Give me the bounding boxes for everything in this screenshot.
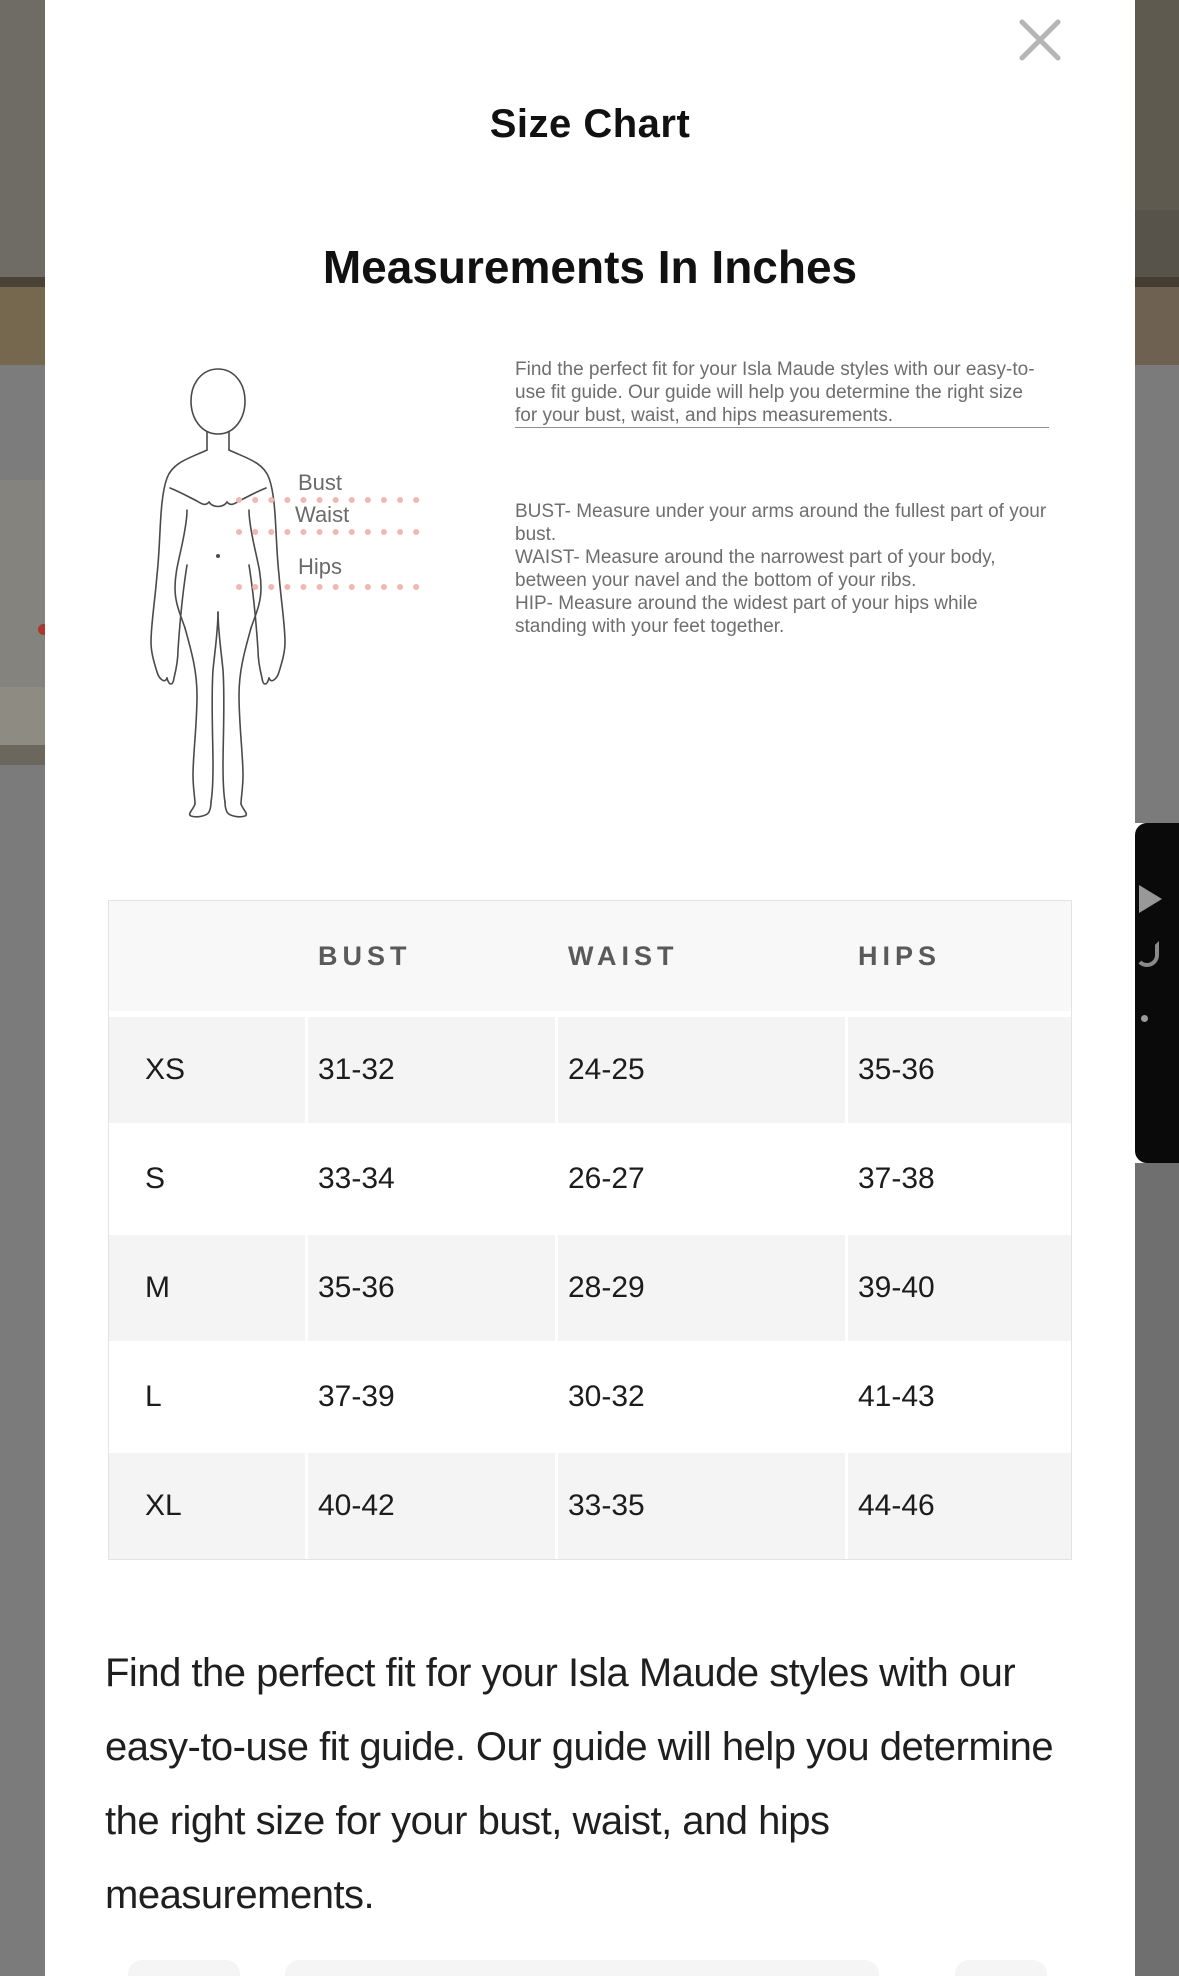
bust-cell: 40-42: [308, 1453, 555, 1559]
table-row: [109, 1453, 1071, 1559]
backdrop-band: [1135, 1163, 1179, 1976]
backdrop-band: [0, 480, 45, 687]
hips-cell: 39-40: [848, 1235, 1071, 1341]
body-figure-illustration: [145, 360, 475, 820]
play-icon: [1139, 885, 1162, 913]
waist-instruction: WAIST- Measure around the narrowest part of your body, between your navel and the bottom of your ribs.: [515, 547, 996, 591]
hips-label: Hips: [298, 554, 343, 579]
peek-shape: [955, 1960, 1047, 1976]
waist-cell: 24-25: [558, 1017, 845, 1123]
backdrop-wall: [0, 0, 45, 277]
size-cell: M: [109, 1235, 305, 1341]
bust-instruction: BUST- Measure under your arms around the fullest part of your bust.: [515, 501, 1047, 545]
hips-cell: 41-43: [848, 1344, 1071, 1450]
close-button[interactable]: [1016, 16, 1064, 64]
bust-cell: 31-32: [308, 1017, 555, 1123]
fit-guide-column: [515, 358, 1049, 638]
bust-label: Bust: [298, 470, 343, 495]
measurements-heading: Measurements In Inches: [322, 241, 858, 293]
shield-partial-icon: [1135, 941, 1159, 967]
size-cell: XL: [109, 1453, 305, 1559]
table-row: [109, 1017, 1071, 1123]
bust-cell: 37-39: [308, 1344, 555, 1450]
header-size: [109, 901, 305, 1011]
fit-guide-intro: Find the perfect fit for your Isla Maude styles with our easy-to-use fit guide. Our guide will help you determine the right size for your bust, waist, and hips measurements.: [515, 359, 1035, 426]
backdrop-floor: [1135, 287, 1179, 365]
backdrop-wall-edge: [1135, 277, 1179, 287]
dot-icon: [1141, 1015, 1148, 1022]
peek-shape: [128, 1960, 240, 1976]
close-icon: [1016, 16, 1064, 64]
backdrop-wall: [1135, 0, 1179, 210]
waist-label: Waist: [295, 502, 350, 527]
waist-cell: 30-32: [558, 1344, 845, 1450]
header-bust: BUST: [318, 940, 412, 971]
backdrop-band: [0, 687, 45, 745]
backdrop-floor: [0, 287, 45, 365]
hips-cell: 35-36: [848, 1017, 1071, 1123]
header-waist: WAIST: [568, 940, 679, 971]
header-hips: HIPS: [858, 940, 942, 971]
backdrop-band: [0, 765, 45, 1976]
size-table: [108, 900, 1072, 1560]
fit-guide-footer-text: Find the perfect fit for your Isla Maude styles with our easy-to-use fit guide. Our guide will help you determine the right size for your bust, waist, and hips measurements.: [105, 1651, 1054, 1917]
table-row: [109, 1235, 1071, 1341]
backdrop-band: [0, 365, 45, 480]
figure-head: [191, 369, 245, 434]
backdrop-band: [1135, 365, 1179, 823]
peek-shape: [285, 1960, 879, 1976]
hips-cell: 37-38: [848, 1126, 1071, 1232]
hips-cell: 44-46: [848, 1453, 1071, 1559]
backdrop-wall-edge: [0, 277, 45, 287]
divider: [515, 427, 1049, 428]
size-table-body: [109, 1017, 1071, 1559]
size-cell: S: [109, 1126, 305, 1232]
page-title: Size Chart: [489, 102, 691, 146]
size-cell: XS: [109, 1017, 305, 1123]
waist-cell: 33-35: [558, 1453, 845, 1559]
video-panel: [1135, 823, 1179, 1163]
waist-cell: 26-27: [558, 1126, 845, 1232]
table-row: [109, 1344, 1071, 1450]
waist-cell: 28-29: [558, 1235, 845, 1341]
size-table-header: [109, 901, 1071, 1011]
hip-instruction: HIP- Measure around the widest part of your hips while standing with your feet together.: [515, 593, 978, 637]
table-row: [109, 1126, 1071, 1232]
size-cell: L: [109, 1344, 305, 1450]
backdrop-band: [0, 745, 45, 765]
size-chart-modal: [45, 0, 1135, 1976]
bust-cell: 33-34: [308, 1126, 555, 1232]
backdrop-wall: [1135, 210, 1179, 277]
bust-cell: 35-36: [308, 1235, 555, 1341]
